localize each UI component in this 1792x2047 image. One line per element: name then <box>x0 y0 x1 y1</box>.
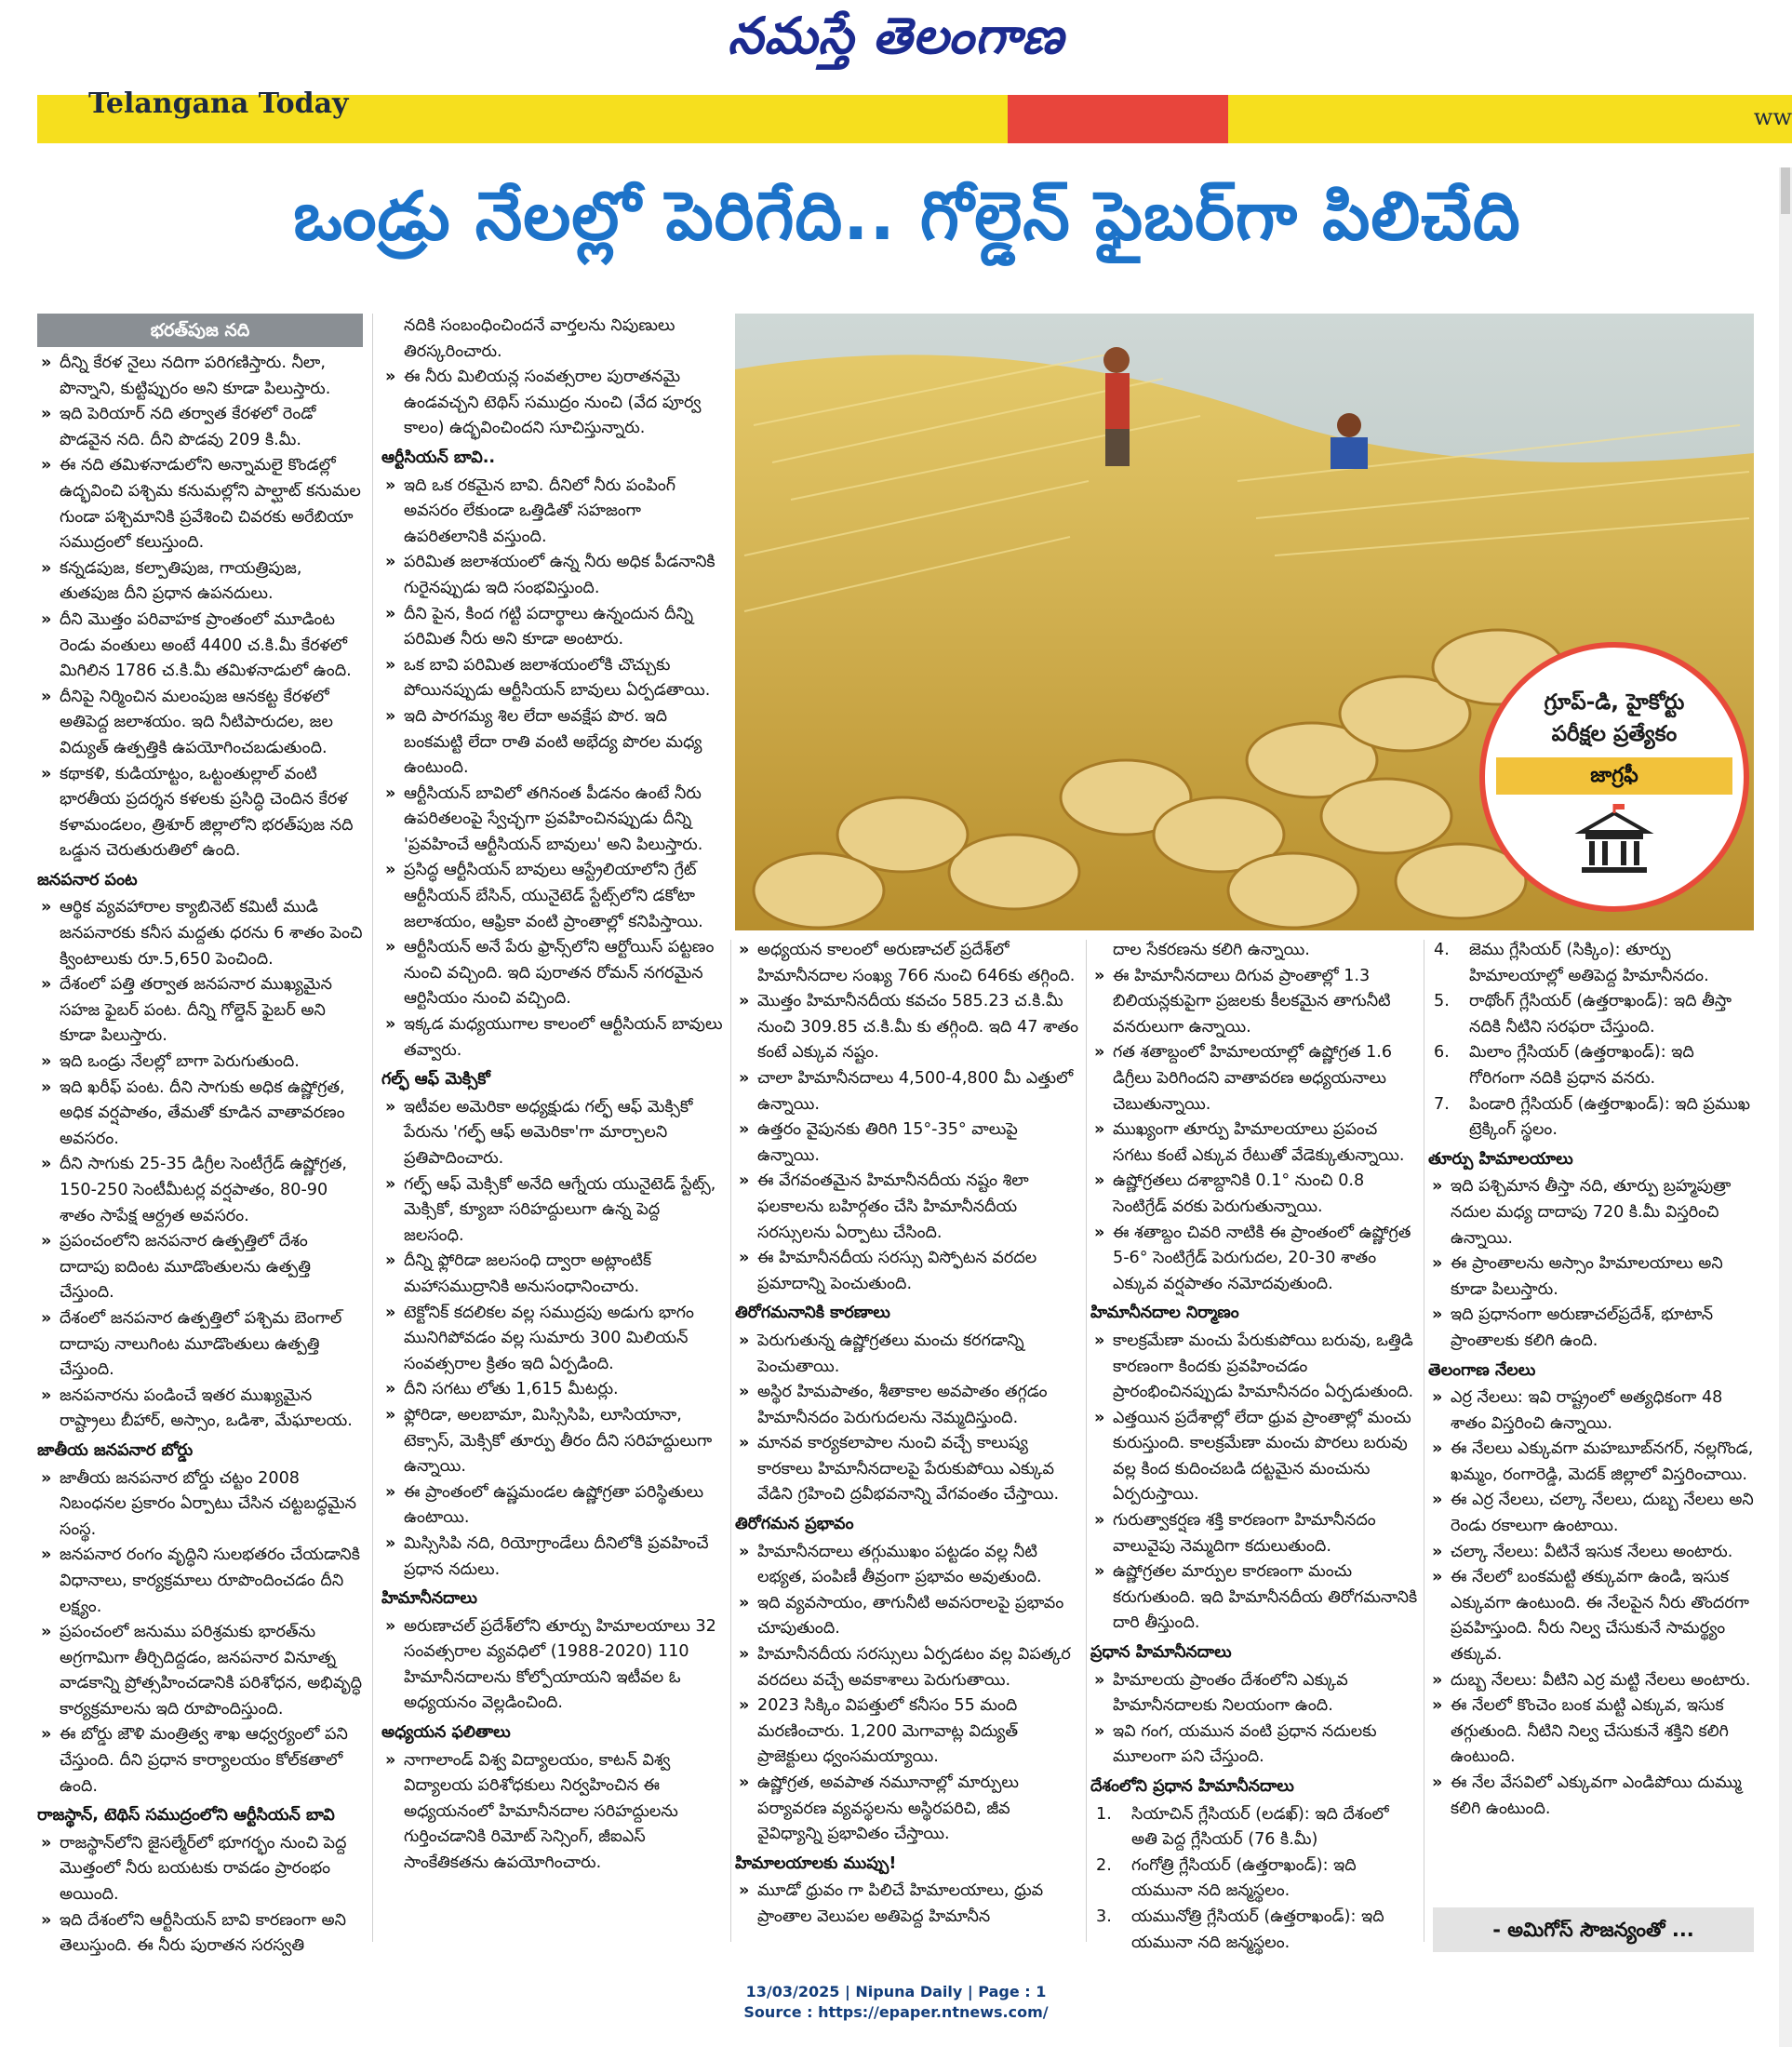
bullet-list <box>381 1748 724 1877</box>
section-heading: జనపనార పంట <box>37 870 138 890</box>
top-band-right-text: ww <box>1753 104 1792 130</box>
column-divider <box>730 940 731 1942</box>
list-item: » ఇది ఒండ్రు నేలల్లో బాగా పెరుగుతుంది. <box>37 1050 363 1076</box>
list-item: » గత శతాబ్దంలో హిమాలయాల్లో ఉష్ణోగ్రత 1.6 డిగ్రీలు పెరిగిందని వాతావరణ అధ్యయనాలు చెబుతున్నాయి. <box>1090 1040 1418 1117</box>
numbered-item <box>1090 1905 1418 1956</box>
list-item: » ఈ నేలలో కొంచెం బంక మట్టి ఎక్కువ, ఇసుక తగ్గుతుంది. నీటిని నిల్వ చేసుకునే శక్తిని కలిగి ఉంటుంది. <box>1428 1693 1754 1771</box>
section-banner: భరత్‌పుజ నది <box>37 314 363 347</box>
top-band-left-text: Telangana Today <box>88 87 349 120</box>
list-item: » హిమానీనదీయ సరస్సులు ఏర్పడటం వల్ల విపత్కర వరదలు వచ్చే అవకాశాలు పెరుగుతాయి. <box>735 1642 1079 1693</box>
list-item: » ఇటీవల అమెరికా అధ్యక్షుడు గల్ఫ్ ఆఫ్ మెక్సికో పేరును 'గల్ఫ్ ఆఫ్ అమెరికా'గా మార్చాలని ప్రతిపాదించారు. <box>381 1095 724 1172</box>
list-item: » ఉష్ణోగ్రత, అవపాత నమూనాల్లో మార్పులు పర్యావరణ వ్యవస్థలను అస్థిరపరిచి, జీవ వైవిధ్యాన్ని ప్రభావితం చేస్తాయి. <box>735 1771 1079 1848</box>
bullet-list <box>37 1466 363 1800</box>
bullet-list <box>37 895 363 1434</box>
section-heading: ప్రధాన హిమానీనదాలు <box>1090 1643 1232 1663</box>
list-item: » ఒక బావి పరిమిత జలాశయంలోకి చొచ్చుకు పోయినప్పుడు ఆర్టీసియన్ బావులు ఏర్పడతాయి. <box>381 653 724 704</box>
item-number: 5. <box>1434 992 1450 1011</box>
list-item: » గురుత్వాకర్షణ శక్తి కారణంగా హిమానీనదం వాలువైపు నెమ్మదిగా కదులుతుంది. <box>1090 1508 1418 1559</box>
item-text: పిండారి గ్లేసియర్ (ఉత్తరాఖండ్): ఇది ప్రముఖ ట్రెక్కింగ్ స్థలం. <box>1469 1094 1750 1140</box>
list-item: » దీని సాగుకు 25-35 డిగ్రీల సెంటీగ్రేడ్ ఉష్ణోగ్రత, 150-250 సెంటీమీటర్ల వర్షపాతం, 80-90 శాతం సాపేక్ష ఆర్ద్రత అవసరం. <box>37 1152 363 1229</box>
section-heading: హిమానీనదాలు <box>381 1589 477 1609</box>
list-item: » ఇక్కడ మధ్యయుగాల కాలంలో ఆర్టీసియన్ బావులు తవ్వారు. <box>381 1012 724 1064</box>
bullet-list <box>1090 1668 1418 1771</box>
section-heading: తూర్పు హిమాలయాలు <box>1428 1149 1573 1169</box>
list-item: » పెరుగుతున్న ఉష్ణోగ్రతలు మంచు కరగడాన్ని పెంచుతాయి. <box>735 1329 1079 1380</box>
bullet-list <box>37 351 363 864</box>
list-item: » ఈ ప్రాంతాలను అస్సాం హిమాలయాలు అని కూడా పిలుస్తారు. <box>1428 1251 1754 1303</box>
column-1 <box>37 314 363 1960</box>
bullet-list <box>1090 964 1418 1298</box>
item-number: 7. <box>1434 1094 1450 1114</box>
section-heading: గల్ఫ్ ఆఫ్ మెక్సికో <box>381 1070 490 1090</box>
list-item: » అరుణాచల్ ప్రదేశ్‌లోని తూర్పు హిమాలయాలు 32 సంవత్సరాల వ్యవధిలో (1988-2020) 110 హిమానీనదాలను కోల్పోయాయని ఇటీవల ఓ అధ్యయనం వెల్లడించింది. <box>381 1614 724 1717</box>
item-number: 6. <box>1434 1043 1450 1063</box>
numbered-item <box>1428 989 1754 1040</box>
list-item: » దేశంలో పత్తి తర్వాత జనపనార ముఖ్యమైన సహజ ఫైబర్ పంట. దీన్ని గోల్డెన్ ఫైబర్ అని కూడా పిలుస్తారు. <box>37 972 363 1050</box>
section-heading: తెలంగాణ నేలలు <box>1428 1360 1536 1380</box>
list-item: » దేశంలో జనపనార ఉత్పత్తిలో పశ్చిమ బెంగాల్ దాదాపు నాలుగింట మూడొంతులు ఉత్పత్తి చేస్తుంది. <box>37 1306 363 1384</box>
list-item: » ఈ నేలలు ఎక్కువగా మహబూబ్‌నగర్, నల్లగొండ, ఖమ్మం, రంగారెడ్డి, మెదక్ జిల్లాలో విస్తరించాయి. <box>1428 1437 1754 1488</box>
list-item: » హిమానీనదాలు తగ్గుముఖం పట్టడం వల్ల నీటి లభ్యత, పంపిణీ తీవ్రంగా ప్రభావం అవుతుంది. <box>735 1540 1079 1591</box>
list-item: » ఉష్ణోగ్రతలు దశాబ్దానికి 0.1° నుంచి 0.8 సెంటిగ్రేడ్ వరకు పెరుగుతున్నాయి. <box>1090 1169 1418 1220</box>
column-4 <box>1090 938 1418 1956</box>
list-item: » అస్థిర హిమపాతం, శీతాకాల అవపాతం తగ్గడం హిమానీనదం పెరుగుదలను నెమ్మదిస్తుంది. <box>735 1380 1079 1431</box>
list-item: » ఇది దేశంలోని ఆర్టీసియన్ బావి కారణంగా అని తెలుస్తుంది. ఈ నీరు పురాతన సరస్వతి <box>37 1908 363 1960</box>
numbered-list <box>1090 1802 1418 1957</box>
section-heading: దేశంలోని ప్రధాన హిమానీనదాలు <box>1090 1777 1294 1796</box>
list-item: » ప్రసిద్ధ ఆర్టీసియన్ బావులు ఆస్ట్రేలియాలోని గ్రేట్ ఆర్టీసియన్ బేసిన్, యునైటెడ్ స్టేట్స్‌లోని డకోటా జలాశయం, ఆఫ్రికా వంటి ప్రాంతాల్లో కనిపిస్తాయి. <box>381 858 724 935</box>
column-divider <box>372 314 373 1942</box>
list-item: » టెక్టోనిక్ కదలికల వల్ల సముద్రపు అడుగు భాగం మునిగిపోవడం వల్ల సుమారు 300 మిలియన్ సంవత్సరాల క్రితం ఇది ఏర్పడింది. <box>381 1301 724 1378</box>
list-item: » ఇవి గంగ, యమున వంటి ప్రధాన నదులకు మూలంగా పని చేస్తుంది. <box>1090 1719 1418 1771</box>
list-item: » ఫ్లోరిడా, అలబామా, మిస్సిసిపి, లూసియానా, టెక్సాస్, మెక్సికో తూర్పు తీరం దీని సరిహద్దులుగా ఉన్నాయి. <box>381 1403 724 1480</box>
article-headline: ఒండ్రు నేలల్లో పెరిగేది.. గోల్డెన్ ఫైబర్‌గా పిలిచేది <box>293 177 1521 255</box>
top-band <box>37 87 1792 143</box>
list-item: » జనపనార రంగం వృద్ధిని సులభతరం చేయడానికి విధానాలు, కార్యక్రమాలు రూపొందించడం దీని లక్ష్యం. <box>37 1543 363 1620</box>
list-item: » చాలా హిమానీనదాలు 4,500-4,800 మీ ఎత్తులో ఉన్నాయి. <box>735 1066 1079 1117</box>
item-text: గంగోత్రి గ్లేసియర్ (ఉత్తరాఖండ్): ఇది యమునా నది జన్మస్థలం. <box>1131 1855 1357 1901</box>
list-item: » ఉష్ణోగ్రతల మార్పుల కారణంగా మంచు కరుగుతుంది. ఇది హిమానీనదీయ తిరోగమనానికి దారి తీస్తుంది. <box>1090 1559 1418 1637</box>
vertical-scrollbar[interactable] <box>1779 167 1792 2047</box>
list-item: » ఆర్టీసియన్ బావిలో తగినంత పీడనం ఉంటే నీరు ఉపరితలంపై స్వేచ్ఛగా ప్రవహించినప్పుడు దీన్ని 'ప్రవహించే ఆర్టీసియన్ బావులు' అని పిలుస్తారు. <box>381 782 724 859</box>
badge-line: పరీక్షల ప్రత్యేకం <box>1551 722 1678 746</box>
list-item: » 2023 సిక్కిం విపత్తులో కనీసం 55 మంది మరణించారు. 1,200 మెగావాట్ల విద్యుత్ ప్రాజెక్టులు ధ్వంసమయ్యాయి. <box>735 1693 1079 1771</box>
bullet-list <box>1428 1174 1754 1354</box>
list-item: » ఈ హిమానీనదాలు దిగువ ప్రాంతాల్లో 1.3 బిలియన్లకుపైగా ప్రజలకు కీలకమైన తాగునీటి వనరులుగా ఉన్నాయి. <box>1090 964 1418 1041</box>
list-item: » కథాకళి, కుడియాట్టం, ఒట్టంతుల్లాల్ వంటి భారతీయ ప్రదర్శన కళలకు ప్రసిద్ధి చెందిన కేరళ కళామండలం, త్రిశూర్ జిల్లాలోని భరత్‌పుజ నది ఒడ్డున చెరుతురుతిలో ఉంది. <box>37 762 363 864</box>
item-text: మిలాం గ్లేసియర్ (ఉత్తరాఖండ్): ఇది గోరిగంగా నదికి ప్రధాన వనరు. <box>1469 1043 1694 1088</box>
list-item: » మానవ కార్యకలాపాల నుంచి వచ్చే కాలుష్య కారకాలు హిమానీనదాలపై పేరుకుపోయి ఎక్కువ వేడిని గ్రహించి ద్రవీభవనాన్ని వేగవంతం చేస్తాయి. <box>735 1431 1079 1508</box>
list-item: » దీని మొత్తం పరివాహక ప్రాంతంలో మూడింట రెండు వంతులు అంటే 4400 చ.కి.మీ కేరళలో మిగిలిన 1786 చ.కి.మీ తమిళనాడులో ఉంది. <box>37 608 363 685</box>
section-heading: తిరోగమనానికి కారణాలు <box>735 1304 890 1323</box>
list-item: » ఈ శతాబ్దం చివరి నాటికి ఈ ప్రాంతంలో ఉష్ణోగ్రత 5-6° సెంటిగ్రేడ్ పెరుగుదల, 20-30 శాతం ఎక్కువ వర్షపాతం నమోదవుతుంది. <box>1090 1221 1418 1298</box>
item-number: 4. <box>1434 941 1450 959</box>
numbered-list <box>1428 938 1754 1144</box>
list-item: » ఈ నీరు మిలియన్ల సంవత్సరాల పురాతనమై ఉండవచ్చని టెథిస్ సముద్రం నుంచి (వేద పూర్వ కాలం) ఉద్భవించిందని సూచిస్తున్నారు. <box>381 365 724 442</box>
item-number: 3. <box>1096 1907 1112 1926</box>
list-item: » ఈ నది తమిళనాడులోని అన్నామలై కొండల్లో ఉద్భవించి పశ్చిమ కనుమల్లోని పాల్ఘాట్ కనుమల గుండా పశ్చిమానికి ప్రవేశించి చివరకు అరేబియా సముద్రంలో కలుస్తుంది. <box>37 453 363 555</box>
bullet-list <box>1090 1329 1418 1637</box>
list-item: » ముఖ్యంగా తూర్పు హిమాలయాలు ప్రపంచ సగటు కంటే ఎక్కువ రేటుతో వేడెక్కుతున్నాయి. <box>1090 1117 1418 1169</box>
numbered-item <box>1428 1040 1754 1091</box>
list-item: » ఆర్థిక వ్యవహారాల క్యాబినెట్ కమిటీ ముడి జనపనారకు కనీస మద్దతు ధరను 6 శాతం పెంచి క్వింటాలుకు రూ.5,650 పెంచింది. <box>37 895 363 972</box>
author-credit: - అమిగోస్ సౌజన్యంతో ... <box>1433 1907 1754 1952</box>
bullet-list <box>735 1329 1079 1508</box>
list-item: » ఇది ఖరీఫ్ పంట. దీని సాగుకు అధిక ఉష్ణోగ్రత, అధిక వర్షపాతం, తేమతో కూడిన వాతావరణం అవసరం. <box>37 1076 363 1153</box>
section-heading: తిరోగమన ప్రభావం <box>735 1515 854 1534</box>
list-item: » మిస్సిసిపి నది, రియోగ్రాండేలు దీనిలోకి ప్రవహించే ప్రధాన నదులు. <box>381 1532 724 1583</box>
list-item: » ఎత్తయిన ప్రదేశాల్లో లేదా ధ్రువ ప్రాంతాల్లో మంచు కురుస్తుంది. కాలక్రమేణా మంచు పొరలు బరువు వల్ల కింద కుదించబడి దట్టమైన మంచును ఏర్పరుస్తాయి. <box>1090 1406 1418 1508</box>
exam-special-badge <box>1479 642 1749 912</box>
item-number: 1. <box>1096 1804 1112 1824</box>
bullet-list <box>381 1614 724 1717</box>
bullet-list <box>735 938 1079 1297</box>
section-heading: జాతీయ జనపనార బోర్డు <box>37 1440 194 1460</box>
list-item: » ఇది ప్రధానంగా అరుణాచల్‌ప్రదేశ్, భూటాన్ ప్రాంతాలకు కలిగి ఉంది. <box>1428 1303 1754 1354</box>
item-text: జెము గ్లేసియర్ (సిక్కిం): తూర్పు హిమాలయాల్లో అతిపెద్ద హిమానీనదం. <box>1469 941 1709 985</box>
list-item: » గల్ఫ్ ఆఫ్ మెక్సికో అనేది ఆగ్నేయ యునైటెడ్ స్టేట్స్, మెక్సికో, క్యూబా సరిహద్దులుగా ఉన్న పెద్ద జలసంధి. <box>381 1172 724 1250</box>
list-item: » మొత్తం హిమానీనదీయ కవచం 585.23 చ.కి.మీ నుంచి 309.85 చ.కి.మీ కు తగ్గింది. ఇది 47 శాతం కంటే ఎక్కువ నష్టం. <box>735 989 1079 1066</box>
item-text: రాథోంగ్ గ్లేసియర్ (ఉత్తరాఖండ్): ఇది తీస్తా నదికి నీటిని సరఫరా చేస్తుంది. <box>1469 992 1732 1037</box>
list-item: » మూడో ధ్రువం గా పిలిచే హిమాలయాలు, ధ్రువ ప్రాంతాల వెలుపల అతిపెద్ద హిమానీన <box>735 1879 1079 1930</box>
list-item: » ఇది పెరియార్ నది తర్వాత కేరళలో రెండో పొడవైన నది. దీని పొడవు 209 కి.మీ. <box>37 402 363 453</box>
footer-date-line: 13/03/2025 | Nipuna Daily | Page : 1 <box>745 1983 1047 2000</box>
section-heading: రాజస్థాన్, టెథిస్ సముద్రంలోని ఆర్టీసియన్ బావి <box>37 1806 335 1826</box>
bullet-list <box>381 1095 724 1583</box>
list-item: » దీనిపై నిర్మించిన మలంపుజ ఆనకట్ట కేరళలో అతిపెద్ద జలాశయం. ఇది నీటిపారుదల, జల విద్యుత్ ఉత్పత్తికి ఉపయోగించబడుతుంది. <box>37 685 363 762</box>
section-heading: ఆర్టీసియన్ బావి.. <box>381 448 496 467</box>
list-item: » ఈ ప్రాంతంలో ఉష్ణమండల ఉష్ణోగ్రతా పరిస్థితులు ఉంటాయి. <box>381 1480 724 1532</box>
list-item: » ప్రపంచంలోని జనపనార ఉత్పత్తిలో దేశం దాదాపు ఐదింట మూడొంతులను ఉత్పత్తి చేస్తుంది. <box>37 1229 363 1306</box>
masthead-title: నమస్తే తెలంగాణ <box>728 6 1064 65</box>
list-item: » ఈ హిమానీనదీయ సరస్సు విస్ఫోటన వరదల ప్రమాదాన్ని పెంచుతుంది. <box>735 1246 1079 1297</box>
list-item: » దీన్ని కేరళ నైలు నదిగా పరిగణిస్తారు. నీలా, పొన్నాని, కుట్టిప్పురం అని కూడా పిలుస్తారు. <box>37 351 363 402</box>
bullet-list <box>37 1831 363 1960</box>
continued-text: నదికి సంబంధించిందనే వార్తలను నిపుణులు తిరస్కరించారు. <box>404 316 675 361</box>
list-item: » చల్కా నేలలు: వీటినే ఇసుక నేలలు అంటారు. <box>1428 1540 1754 1566</box>
list-item: » జాతీయ జనపనార బోర్డు చట్టం 2008 నిబంధనల ప్రకారం ఏర్పాటు చేసిన చట్టబద్ధమైన సంస్థ. <box>37 1466 363 1544</box>
list-item: » ఎర్ర నేలలు: ఇవి రాష్ట్రంలో అత్యధికంగా 48 శాతం విస్తరించి ఉన్నాయి. <box>1428 1385 1754 1437</box>
list-item: » ప్రపంచంలో జనుము పరిశ్రమకు భారత్‌ను అగ్రగామిగా తీర్చిదిద్దడం, జనపనార వినూత్న వాడకాన్ని ప్రోత్సహించడానికి పరిశోధన, అభివృద్ధి కార్యక్రమాలను ఇది రూపొందిస్తుంది. <box>37 1620 363 1722</box>
badge-subject-strip: జాగ్రఫీ <box>1496 757 1732 795</box>
scrollbar-thumb[interactable] <box>1781 167 1790 214</box>
list-item: » ఇది పారగమ్య శిల లేదా అవక్షేప పొర. ఇది బంకమట్టి లేదా రాతి వంటి అభేద్య పొరల మధ్య ఉంటుంది. <box>381 704 724 782</box>
continued-text: దాల సేకరణను కలిగి ఉన్నాయి. <box>1113 941 1310 959</box>
list-item: » రాజస్థాన్‌లోని జైసల్మేర్‌లో భూగర్భం నుంచి పెద్ద మొత్తంలో నీరు బయటకు రావడం ప్రారంభం అయింది. <box>37 1831 363 1908</box>
list-item: » ఇది ఒక రకమైన బావి. దీనిలో నీరు పంపింగ్ అవసరం లేకుండా ఒత్తిడితో సహజంగా ఉపరితలానికి వస్తుంది. <box>381 474 724 551</box>
list-item: » హిమాలయ ప్రాంతం దేశంలోని ఎక్కువ హిమానీనదాలకు నిలయంగా ఉంది. <box>1090 1668 1418 1719</box>
section-heading: హిమానీనదాల నిర్మాణం <box>1090 1304 1239 1323</box>
list-item: » ఈ నేలలో బంకమట్టి తక్కువగా ఉండి, ఇసుక ఎక్కువగా ఉంటుంది. ఈ నేలపైన నీరు తొందరగా ప్రవహిస్తుంది. నీరు నిల్వ చేసుకునే సామర్థ్యం తక్కువ. <box>1428 1565 1754 1667</box>
bullet-list <box>381 365 724 442</box>
list-item: » దీన్ని ఫ్లోరిడా జలసంధి ద్వారా అట్లాంటిక్ మహాసముద్రానికి అనుసంధానించారు. <box>381 1249 724 1300</box>
list-item: » దుబ్బ నేలలు: వీటిని ఎర్ర మట్టి నేలలు అంటారు. <box>1428 1668 1754 1694</box>
list-item: » పరిమిత జలాశయంలో ఉన్న నీరు అధిక పీడనానికి గురైనప్పుడు ఇది సంభవిస్తుంది. <box>381 550 724 601</box>
item-text: సియాచిన్ గ్లేసియర్ (లడఖ్): ఇది దేశంలో అతి పెద్ద గ్లేసియర్ (76 కి.మీ) <box>1131 1804 1389 1850</box>
bullet-list <box>735 1540 1079 1848</box>
list-item: » ఈ నేల వేసవిలో ఎక్కువగా ఎండిపోయి దుమ్ము కలిగి ఉంటుంది. <box>1428 1771 1754 1822</box>
column-2 <box>381 314 724 1877</box>
worker-figure <box>1103 347 1130 466</box>
page-footer <box>0 1982 1792 2023</box>
section-heading: అధ్యయన ఫలితాలు <box>381 1723 511 1743</box>
numbered-item <box>1428 938 1754 989</box>
column-5 <box>1428 938 1754 1822</box>
item-text: యమునోత్రి గ్లేసియర్ (ఉత్తరాఖండ్): ఇది యమునా నది జన్మస్థలం. <box>1131 1907 1384 1952</box>
footer-source-link[interactable]: Source : https://epaper.ntnews.com/ <box>743 2003 1049 2021</box>
bullet-list <box>735 1879 1079 1930</box>
list-item: » ఈ ఎర్ర నేలలు, చల్కా నేలలు, దుబ్బ నేలలు అని రెండు రకాలుగా ఉంటాయి. <box>1428 1488 1754 1539</box>
list-item: » కన్నడపుజ, కల్పాతిపుజ, గాయత్రిపుజ, తుతపుజ దీని ప్రధాన ఉపనదులు. <box>37 556 363 608</box>
list-item: » దీని పైన, కింద గట్టి పదార్థాలు ఉన్నందున దీన్ని పరిమిత నీరు అని కూడా అంటారు. <box>381 602 724 653</box>
masthead <box>0 0 1792 78</box>
building-icon <box>1485 804 1744 882</box>
numbered-item <box>1428 1092 1754 1144</box>
numbered-item <box>1090 1802 1418 1853</box>
list-item: » ఈ వేగవంతమైన హిమానీనదీయ నష్టం శిలా ఫలకాలను బహిర్గతం చేసి హిమానీనదీయ సరస్సులను ఏర్పాటు చేసింది. <box>735 1169 1079 1246</box>
list-item: » నాగాలాండ్ విశ్వ విద్యాలయం, కాటన్ విశ్వ విద్యాలయ పరిశోధకులు నిర్వహించిన ఈ అధ్యయనంలో హిమానీనదాల సరిహద్దులను గుర్తించడానికి రిమోట్ సెన్సింగ్, జీఐఎస్ సాంకేతికతను ఉపయోగించారు. <box>381 1748 724 1877</box>
bullet-list <box>1428 1385 1754 1822</box>
list-item: » ఈ బోర్డు జౌళి మంత్రిత్వ శాఖ ఆధ్వర్యంలో పని చేస్తుంది. దీని ప్రధాన కార్యాలయం కోల్‌కతాలో ఉంది. <box>37 1722 363 1799</box>
item-number: 2. <box>1096 1855 1112 1875</box>
bullet-list <box>381 474 724 1064</box>
list-item: » ఇది వ్యవసాయం, తాగునీటి అవసరాలపై ప్రభావం చూపుతుంది. <box>735 1591 1079 1642</box>
badge-line: గ్రూప్-డి, హైకోర్టు <box>1544 690 1685 715</box>
list-item: » కాలక్రమేణా మంచు పేరుకుపోయి బరువు, ఒత్తిడి కారణంగా కిందకు ప్రవహించడం ప్రారంభించినప్పుడు హిమానీనదం ఏర్పడుతుంది. <box>1090 1329 1418 1406</box>
column-divider <box>1086 940 1087 1942</box>
list-item: » దీని సగటు లోతు 1,615 మీటర్లు. <box>381 1377 724 1403</box>
list-item: » అధ్యయన కాలంలో అరుణాచల్ ప్రదేశ్‌లో హిమానీనదాల సంఖ్య 766 నుంచి 646కు తగ్గింది. <box>735 938 1079 989</box>
list-item: » ఉత్తరం వైపునకు తిరిగి 15°-35° వాలుపై ఉన్నాయి. <box>735 1117 1079 1169</box>
section-heading: హిమాలయాలకు ముప్పు! <box>735 1853 897 1873</box>
column-3 <box>735 938 1079 1931</box>
top-band-red-box <box>1008 95 1228 143</box>
list-item: » జనపనారను పండించే ఇతర ముఖ్యమైన రాష్ట్రాలు బీహార్, అస్సాం, ఒడిశా, మేఘాలయ. <box>37 1384 363 1435</box>
list-item: » ఆర్టీసియన్ అనే పేరు ఫ్రాన్స్‌లోని ఆర్టోయిస్ పట్టణం నుంచి వచ్చింది. ఇది పురాతన రోమన్ నగరమైన ఆర్టిసియం నుంచి వచ్చింది. <box>381 935 724 1012</box>
list-item: » ఇది పశ్చిమాన తీస్తా నది, తూర్పు బ్రహ్మపుత్రా నదుల మధ్య దాదాపు 720 కి.మీ విస్తరించి ఉన్నాయి. <box>1428 1174 1754 1251</box>
numbered-item <box>1090 1853 1418 1905</box>
